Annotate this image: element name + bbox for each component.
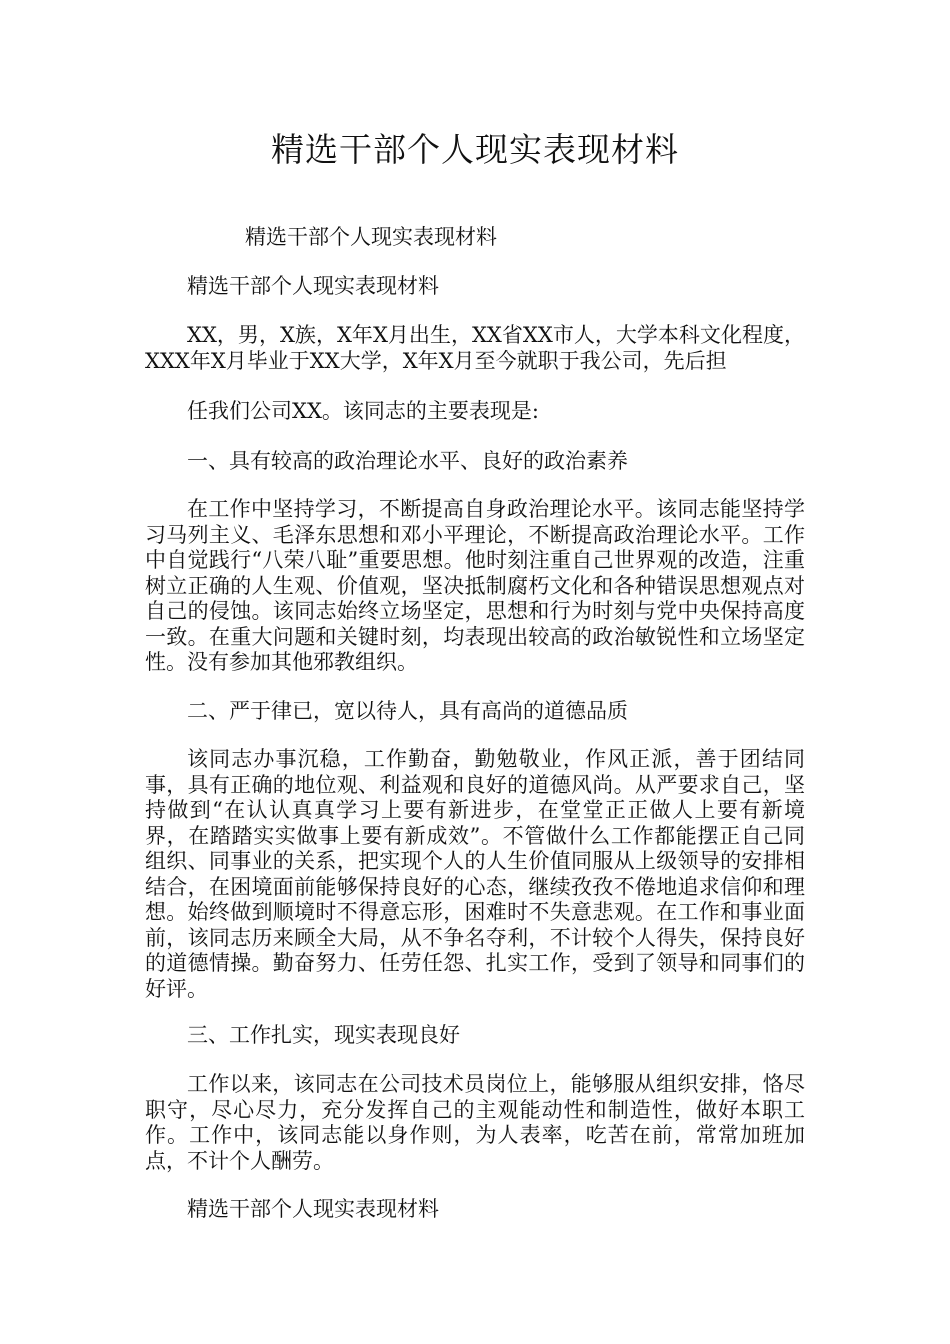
paragraph: 工作以来，该同志在公司技术员岗位上，能够服从组织安排，恪尽职守，尽心尽力，充分发挥自己的主观能动性和制造性，做好本职工作。工作中，该同志能以身作则，为人表率，吃苦在前，常常加班加点，不计个人酬劳。 bbox=[145, 1072, 805, 1173]
paragraph: 在工作中坚持学习，不断提高自身政治理论水平。该同志能坚持学习马列主义、毛泽东思想和邓小平理论，不断提高政治理论水平。工作中自觉践行“八荣八耻”重要思想。他时刻注重自己世界观的改造，注重树立正确的人生观、价值观，坚决抵制腐朽文化和各种错误思想观点对自己的侵蚀。该同志始终立场坚定，思想和行为时刻与党中央保持高度一致。在重大问题和关键时刻，均表现出较高的政治敏锐性和立场坚定性。没有参加其他邪教组织。 bbox=[145, 497, 805, 674]
paragraph: 精选干部个人现实表现材料 bbox=[187, 274, 439, 298]
section-heading: 二、严于律已，宽以待人，具有高尚的道德品质 bbox=[187, 699, 628, 723]
section-heading: 三、工作扎实，现实表现良好 bbox=[187, 1023, 460, 1047]
paragraph: 任我们公司XX。该同志的主要表现是: bbox=[187, 399, 539, 423]
paragraph: 该同志办事沉稳，工作勤奋，勤勉敬业，作风正派，善于团结同事，具有正确的地位观、利益观和良好的道德风尚。从严要求自己，坚持做到“在认认真真学习上要有新进步，在堂堂正正做人上要有新境界，在踏踏实实做事上要有新成效”。不管做什么工作都能摆正自己同组织、同事业的关系，把实现个人的人生价值同服从上级领导的安排相结合，在困境面前能够保持良好的心态，继续孜孜不倦地追求信仰和理想。始终做到顺境时不得意忘形，困难时不失意悲观。在工作和事业面前，该同志历来顾全大局，从不争名夺利，不计较个人得失，保持良好的道德情操。勤奋努力、任劳任怨、扎实工作，受到了领导和同事们的好评。 bbox=[145, 747, 805, 1001]
document-title: 精选干部个人现实表现材料 bbox=[271, 130, 679, 169]
paragraph-intro: XX，男，X族，X年X月出生，XX省XX市人，大学本科文化程度，XXX年X月毕业于XX大学，X年X月至今就职于我公司，先后担 bbox=[145, 323, 805, 373]
section-heading: 一、具有较高的政治理论水平、良好的政治素养 bbox=[187, 449, 628, 473]
paragraph: 精选干部个人现实表现材料 bbox=[187, 1197, 439, 1221]
document-subtitle: 精选干部个人现实表现材料 bbox=[245, 225, 497, 249]
